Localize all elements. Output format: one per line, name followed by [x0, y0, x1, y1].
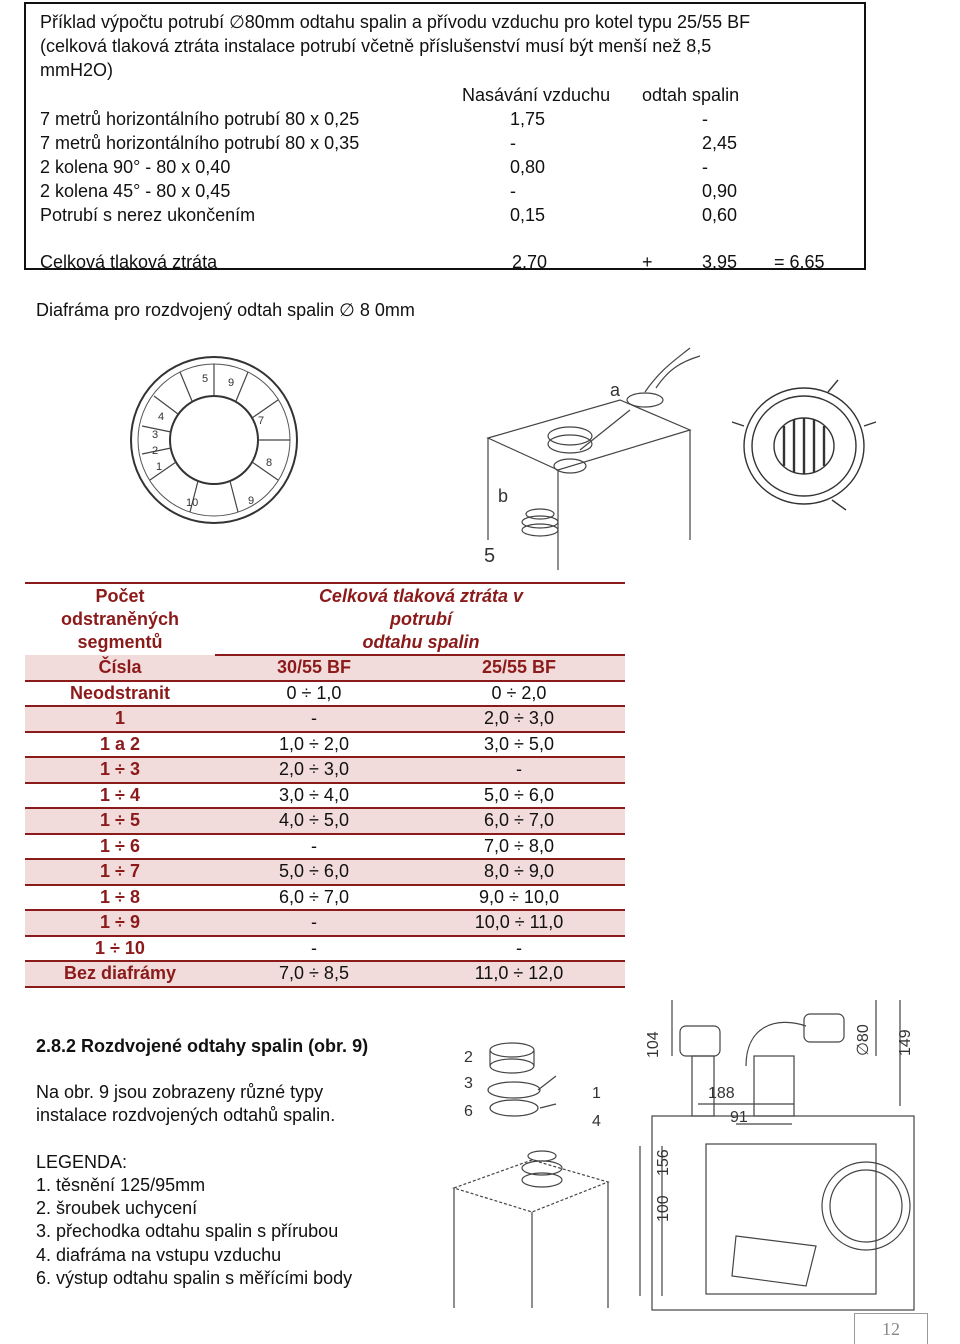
- column-numbers: Čísla: [25, 655, 215, 681]
- cell-30-55: -: [215, 910, 413, 936]
- header-right-line: odtahu spalin: [362, 631, 480, 652]
- row-air-value: 1,75: [510, 109, 546, 129]
- diaphragm-title: Diafráma pro rozdvojený odtah spalin ∅ 8 0mm: [36, 300, 415, 320]
- table-row: [25, 783, 625, 809]
- cell-30-55: 7,0 ÷ 8,5: [215, 961, 413, 987]
- row-flue-value: 2,45: [702, 133, 738, 153]
- cell-segments: 1 ÷ 5: [25, 808, 215, 834]
- table-row: [25, 706, 625, 732]
- dimension-104: 104: [645, 1031, 662, 1058]
- header-segments-removed: [25, 583, 215, 655]
- legend-item: 6. výstup odtahu spalin s měřícími body: [36, 1268, 353, 1288]
- legend-title: LEGENDA:: [36, 1152, 128, 1172]
- cell-segments: 1: [25, 706, 215, 732]
- column-30-55-bf: 30/55 BF: [215, 655, 413, 681]
- row-flue-value: 0,90: [702, 181, 738, 201]
- diaphragm-detail-figure: [728, 376, 878, 516]
- table-row: [25, 885, 625, 911]
- section-intro-line-1: Na obr. 9 jsou zobrazeny různé typy: [36, 1082, 324, 1102]
- cell-25-55: 7,0 ÷ 8,0: [413, 834, 625, 860]
- row-label: 2 kolena 45° - 80 x 0,45: [40, 181, 231, 201]
- column-header-air-intake: Nasávání vzduchu: [462, 85, 611, 105]
- row-air-value: 0,15: [510, 205, 546, 225]
- disc-number: 8: [266, 457, 273, 469]
- cell-25-55: 11,0 ÷ 12,0: [413, 961, 625, 987]
- legend-item: 3. přechodka odtahu spalin s přírubou: [36, 1221, 339, 1241]
- drawing-number: 3: [464, 1075, 473, 1092]
- table-row: [25, 859, 625, 885]
- cell-25-55: 10,0 ÷ 11,0: [413, 910, 625, 936]
- cell-25-55: -: [413, 757, 625, 783]
- drawing-number: 1: [592, 1085, 601, 1102]
- total-flue-value: 3.95: [702, 252, 738, 272]
- row-flue-value: -: [702, 157, 708, 177]
- cell-30-55: 3,0 ÷ 4,0: [215, 783, 413, 809]
- cell-segments: Neodstranit: [25, 681, 215, 707]
- example-title-line-2: (celková tlaková ztráta instalace potrubí včetně příslušenství musí být menší než 8,5: [40, 36, 712, 56]
- cell-30-55: 0 ÷ 1,0: [215, 681, 413, 707]
- disc-number: 10: [186, 497, 199, 509]
- cell-30-55: 1,0 ÷ 2,0: [215, 732, 413, 758]
- dimension-91: 91: [730, 1109, 748, 1126]
- column-header-flue: odtah spalin: [642, 85, 740, 105]
- cell-segments: 1 ÷ 9: [25, 910, 215, 936]
- dimension-188: 188: [708, 1085, 735, 1102]
- cell-segments: 1 ÷ 10: [25, 936, 215, 962]
- header-right-line: Celková tlaková ztráta v: [318, 585, 524, 606]
- cell-30-55: -: [215, 936, 413, 962]
- segment-pressure-table: [25, 582, 625, 988]
- cell-25-55: 9,0 ÷ 10,0: [413, 885, 625, 911]
- cell-segments: 1 ÷ 6: [25, 834, 215, 860]
- table-column-row: [25, 655, 625, 681]
- drawing-number: 6: [464, 1103, 473, 1120]
- dimension-156: 156: [655, 1149, 672, 1176]
- section-heading: 2.8.2 Rozdvojené odtahy spalin (obr. 9): [36, 1036, 369, 1056]
- header-total-pressure-loss: [215, 583, 625, 655]
- cell-30-55: -: [215, 834, 413, 860]
- cell-25-55: 6,0 ÷ 7,0: [413, 808, 625, 834]
- disc-number: 4: [158, 411, 165, 423]
- table-row: [25, 910, 625, 936]
- total-air-value: 2.70: [512, 252, 548, 272]
- label-5: 5: [484, 545, 496, 567]
- row-label: 2 kolena 90° - 80 x 0,40: [40, 157, 231, 177]
- cell-25-55: 0 ÷ 2,0: [413, 681, 625, 707]
- table-header-row: [25, 583, 625, 655]
- disc-number: 5: [202, 373, 209, 385]
- disc-number: 7: [258, 415, 265, 427]
- row-air-value: -: [510, 181, 516, 201]
- header-right-line: potrubí: [390, 608, 452, 629]
- boiler-top-figure: [470, 340, 710, 572]
- row-air-value: -: [510, 133, 516, 153]
- row-label: 7 metrů horizontálního potrubí 80 x 0,35: [40, 133, 360, 153]
- row-air-value: 0,80: [510, 157, 546, 177]
- cell-30-55: 4,0 ÷ 5,0: [215, 808, 413, 834]
- page-number: 12: [854, 1313, 928, 1344]
- split-flue-dimension-figure: [636, 996, 932, 1312]
- cell-segments: 1 ÷ 3: [25, 757, 215, 783]
- cell-30-55: 2,0 ÷ 3,0: [215, 757, 413, 783]
- label-a: a: [610, 380, 621, 400]
- table-row: [25, 757, 625, 783]
- cell-25-55: 8,0 ÷ 9,0: [413, 859, 625, 885]
- split-flue-exploded-figure: [452, 1032, 612, 1312]
- grand-total: = 6.65: [774, 252, 825, 272]
- diaphragm-disc-figure: [128, 354, 300, 526]
- table-row: [25, 808, 625, 834]
- header-left-line: Počet: [95, 586, 145, 606]
- legend-item: 4. diafráma na vstupu vzduchu: [36, 1245, 282, 1265]
- drawing-number: 4: [592, 1113, 601, 1130]
- dimension-80-diameter: ∅80: [855, 1024, 872, 1056]
- dimension-149: 149: [897, 1029, 914, 1056]
- label-b: b: [498, 486, 509, 506]
- row-flue-value: -: [702, 109, 708, 129]
- cell-segments: 1 ÷ 4: [25, 783, 215, 809]
- header-left-line: odstraněných: [60, 609, 180, 629]
- disc-number: 3: [152, 429, 159, 441]
- cell-25-55: -: [413, 936, 625, 962]
- table-row: [25, 834, 625, 860]
- example-calculation-box: [24, 2, 866, 270]
- dimension-100: 100: [655, 1195, 672, 1222]
- cell-25-55: 2,0 ÷ 3,0: [413, 706, 625, 732]
- cell-segments: Bez diafrámy: [25, 961, 215, 987]
- legend-item: 2. šroubek uchycení: [36, 1198, 198, 1218]
- legend-item: 1. těsnění 125/95mm: [36, 1175, 206, 1195]
- section-intro-line-2: instalace rozdvojených odtahů spalin.: [36, 1105, 336, 1125]
- disc-number: 2: [152, 445, 159, 457]
- column-25-55-bf: 25/55 BF: [413, 655, 625, 681]
- header-left-line: segmentů: [77, 632, 163, 652]
- row-label: Potrubí s nerez ukončením: [40, 205, 256, 225]
- table-row: [25, 936, 625, 962]
- cell-segments: 1 ÷ 7: [25, 859, 215, 885]
- table-row: [25, 961, 625, 987]
- total-label: Celková tlaková ztráta: [40, 252, 218, 272]
- table-row: [25, 681, 625, 707]
- cell-segments: 1 a 2: [25, 732, 215, 758]
- cell-30-55: 5,0 ÷ 6,0: [215, 859, 413, 885]
- row-label: 7 metrů horizontálního potrubí 80 x 0,25: [40, 109, 360, 129]
- cell-segments: 1 ÷ 8: [25, 885, 215, 911]
- disc-number: 9: [228, 377, 235, 389]
- example-title-line-3: mmH2O): [40, 60, 113, 80]
- table-row: [25, 732, 625, 758]
- cell-30-55: 6,0 ÷ 7,0: [215, 885, 413, 911]
- cell-25-55: 5,0 ÷ 6,0: [413, 783, 625, 809]
- disc-number: 9: [248, 495, 255, 507]
- disc-number: 1: [156, 461, 163, 473]
- row-flue-value: 0,60: [702, 205, 738, 225]
- example-title-line-1: Příklad výpočtu potrubí ∅80mm odtahu spalin a přívodu vzduchu pro kotel typu 25/55 BF: [40, 12, 751, 32]
- drawing-number: 2: [464, 1049, 473, 1066]
- plus-sign: +: [642, 252, 653, 272]
- cell-25-55: 3,0 ÷ 5,0: [413, 732, 625, 758]
- cell-30-55: -: [215, 706, 413, 732]
